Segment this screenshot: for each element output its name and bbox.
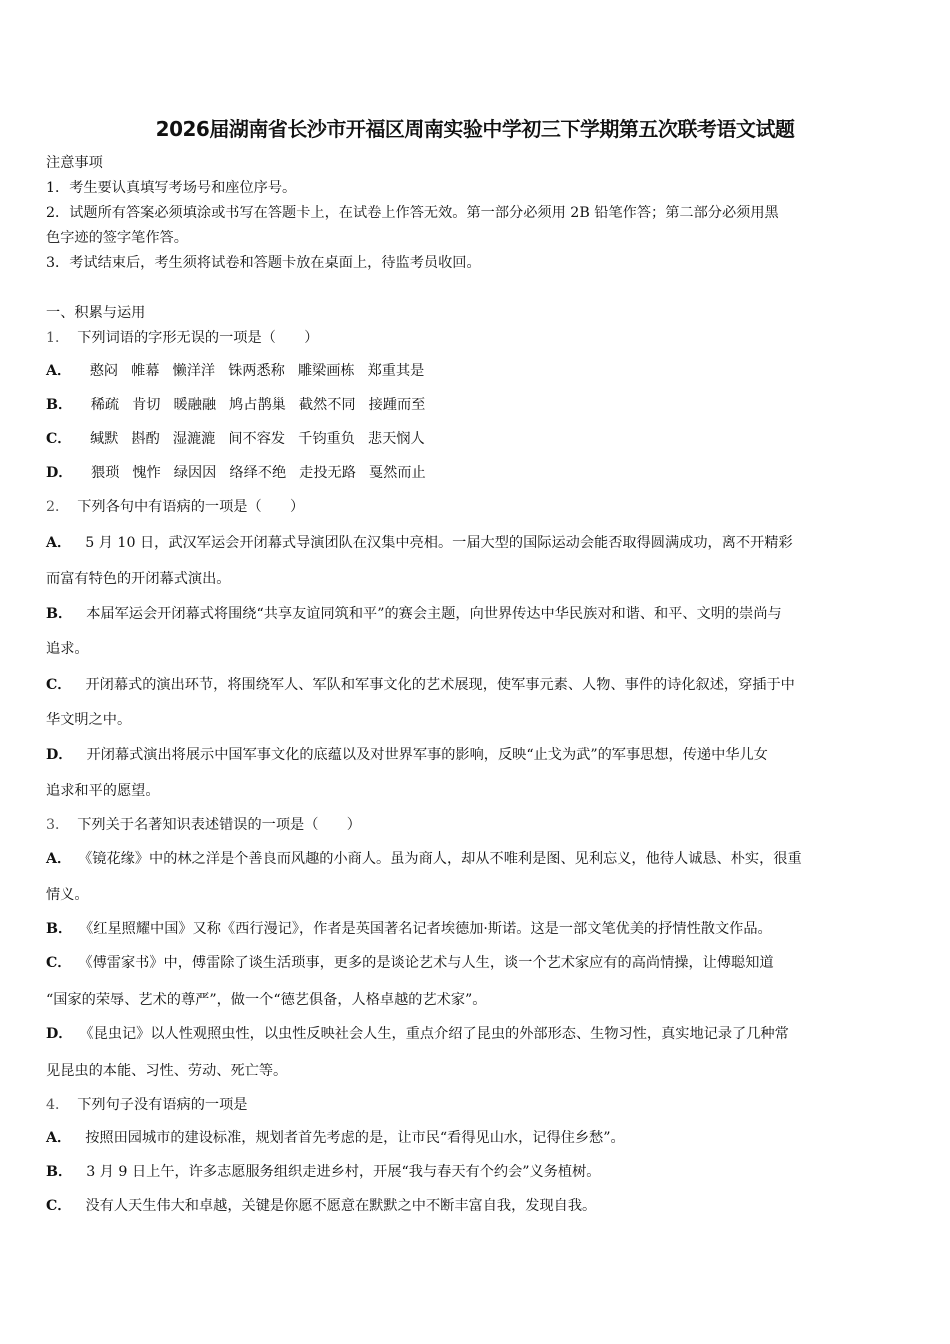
option-word: 络绎不绝 [229, 465, 287, 481]
q3-option-c-cont: “国家的荣辱、艺术的尊严”，做一个“德艺俱备，人格卓越的艺术家”。 [46, 992, 487, 1008]
option-text: 开闭幕式演出将展示中国军事文化的底蕴以及对世界军事的影响，反映“止戈为武”的军事思想，传递中华儿女 [86, 747, 768, 763]
q3-option-d-cont: 见昆虫的本能、习性、劳动、死亡等。 [46, 1063, 288, 1079]
question-text: 下列词语的字形无误的一项是（ ） [77, 330, 319, 346]
q3-option-a [46, 848, 802, 868]
option-word: 稀疏 [90, 397, 120, 413]
question-number: 2． [46, 499, 70, 515]
option-word: 绿因因 [173, 465, 217, 481]
q4-option-b [46, 1161, 600, 1181]
option-word: 郑重其是 [367, 363, 425, 379]
q3-option-c [46, 952, 774, 972]
question-2-stem [46, 496, 304, 516]
option-word: 截然不同 [298, 397, 356, 413]
option-word: 猥琐 [91, 465, 120, 481]
option-label: C． [46, 955, 72, 971]
question-number: 4． [46, 1097, 70, 1113]
option-label: A． [46, 535, 72, 551]
option-word: 走投无路 [299, 465, 356, 481]
option-word: 铢两悉称 [228, 363, 285, 379]
q4-option-c [46, 1195, 596, 1215]
question-text: 下列关于名著知识表述错误的一项是（ ） [77, 817, 361, 833]
option-word: 斟酌 [131, 431, 160, 447]
exam-title: 2026届湖南省长沙市开福区周南实验中学初三下学期第五次联考语文试题 [155, 117, 795, 141]
option-word: 肯切 [132, 397, 161, 413]
q2-option-a-cont: 而富有特色的开闭幕式演出。 [46, 571, 231, 587]
option-label: C． [46, 431, 72, 447]
option-word: 帷幕 [131, 363, 160, 379]
q4-option-a [46, 1127, 625, 1147]
q2-option-d-cont: 追求和平的愿望。 [46, 783, 160, 799]
option-word: 憨闷 [89, 363, 119, 379]
option-word: 湿漉漉 [172, 431, 216, 447]
option-text: 按照田园城市的建设标准，规划者首先考虑的是，让市民“看得见山水，记得住乡愁”。 [85, 1130, 625, 1146]
option-word: 间不容发 [228, 431, 286, 447]
q3-option-b [46, 918, 772, 938]
option-word: 暖融融 [173, 397, 217, 413]
q1-option-a [46, 360, 437, 380]
q1-option-b [46, 394, 438, 414]
option-label: A． [46, 363, 72, 379]
option-text: 本届军运会开闭幕式将围绕“共享友谊同筑和平”的赛会主题，向世界传达中华民族对和谐、和平、文明的崇尚与 [86, 606, 782, 622]
option-label: B． [46, 397, 73, 413]
question-text: 下列句子没有语病的一项是 [77, 1097, 248, 1113]
question-3-stem [46, 814, 361, 834]
option-label: C． [46, 677, 72, 693]
option-word: 雕梁画栋 [297, 363, 355, 379]
option-text: 3 月 9 日上午，许多志愿服务组织走进乡村，开展“我与春天有个约会”义务植树。 [86, 1164, 601, 1180]
option-label: A． [46, 1130, 72, 1146]
option-text: 《傅雷家书》中，傅雷除了谈生活琐事，更多的是谈论艺术与人生，谈一个艺术家应有的高尚情操，让傅聪知道 [85, 955, 774, 971]
question-text: 下列各句中有语病的一项是（ ） [77, 499, 305, 515]
option-word: 缄默 [90, 431, 119, 447]
q2-option-d [46, 744, 768, 764]
option-text: 《红星照耀中国》又称《西行漫记》，作者是英国著名记者埃德加·斯诺。这是一部文笔优美的抒情性散文作品。 [86, 921, 772, 937]
q2-option-b [46, 603, 782, 623]
option-word: 千钧重负 [298, 431, 355, 447]
option-label: B． [46, 1164, 73, 1180]
option-label: B． [46, 921, 73, 937]
q2-option-c-cont: 华文明之中。 [46, 712, 132, 728]
option-text: 《镜花缘》中的林之洋是个善良而风趣的小商人。虽为商人，却从不唯利是图、见利忘义，他待人诚恳、朴实，很重 [85, 851, 802, 867]
option-label: D． [46, 465, 73, 481]
q2-option-b-cont: 追求。 [46, 641, 89, 657]
option-word: 愧怍 [132, 465, 161, 481]
q2-option-a [46, 532, 793, 552]
option-word: 悲天悯人 [367, 431, 425, 447]
option-text: 开闭幕式的演出环节，将围绕军人、军队和军事文化的艺术展现，使军事元素、人物、事件的诗化叙述，穿插于中 [85, 677, 795, 693]
option-word: 鸠占鹊巢 [229, 397, 286, 413]
q2-option-c [46, 674, 795, 694]
q1-option-d [46, 462, 439, 482]
option-text: 5 月 10 日，武汉军运会开闭幕式导演团队在汉集中亮相。一届大型的国际运动会能否取得圆满成功，离不开精彩 [85, 535, 793, 551]
q3-option-a-cont: 情义。 [46, 887, 89, 903]
notice-heading: 注意事项 [46, 155, 103, 171]
notice-line-2b: 色字迹的签字笔作答。 [46, 230, 188, 246]
option-label: A． [46, 851, 72, 867]
notice-line-1: 1．考生要认真填写考场号和座位序号。 [46, 180, 297, 196]
option-label: B． [46, 606, 73, 622]
option-word: 戛然而止 [368, 465, 426, 481]
q3-option-d [46, 1023, 789, 1043]
question-4-stem [46, 1094, 247, 1114]
question-number: 1． [46, 330, 70, 346]
question-number: 3． [46, 817, 70, 833]
option-label: D． [46, 747, 73, 763]
question-1-stem [46, 327, 318, 347]
option-text: 《昆虫记》以人性观照虫性，以虫性反映社会人生，重点介绍了昆虫的外部形态、生物习性，真实地记录了几种常 [86, 1026, 789, 1042]
notice-line-2a: 2．试题所有答案必须填涂或书写在答题卡上，在试卷上作答无效。第一部分必须用 2B 铅笔作答；第二部分必须用黑 [46, 205, 779, 221]
option-text: 没有人天生伟大和卓越，关键是你愿不愿意在默默之中不断丰富自我，发现自我。 [85, 1198, 597, 1214]
option-word: 接踵而至 [368, 397, 426, 413]
q1-option-c [46, 428, 438, 448]
option-label: D． [46, 1026, 73, 1042]
option-word: 懒洋洋 [172, 363, 216, 379]
section-heading: 一、积累与运用 [46, 305, 146, 321]
notice-line-3: 3．考试结束后，考生须将试卷和答题卡放在桌面上，待监考员收回。 [46, 255, 481, 271]
option-label: C． [46, 1198, 72, 1214]
